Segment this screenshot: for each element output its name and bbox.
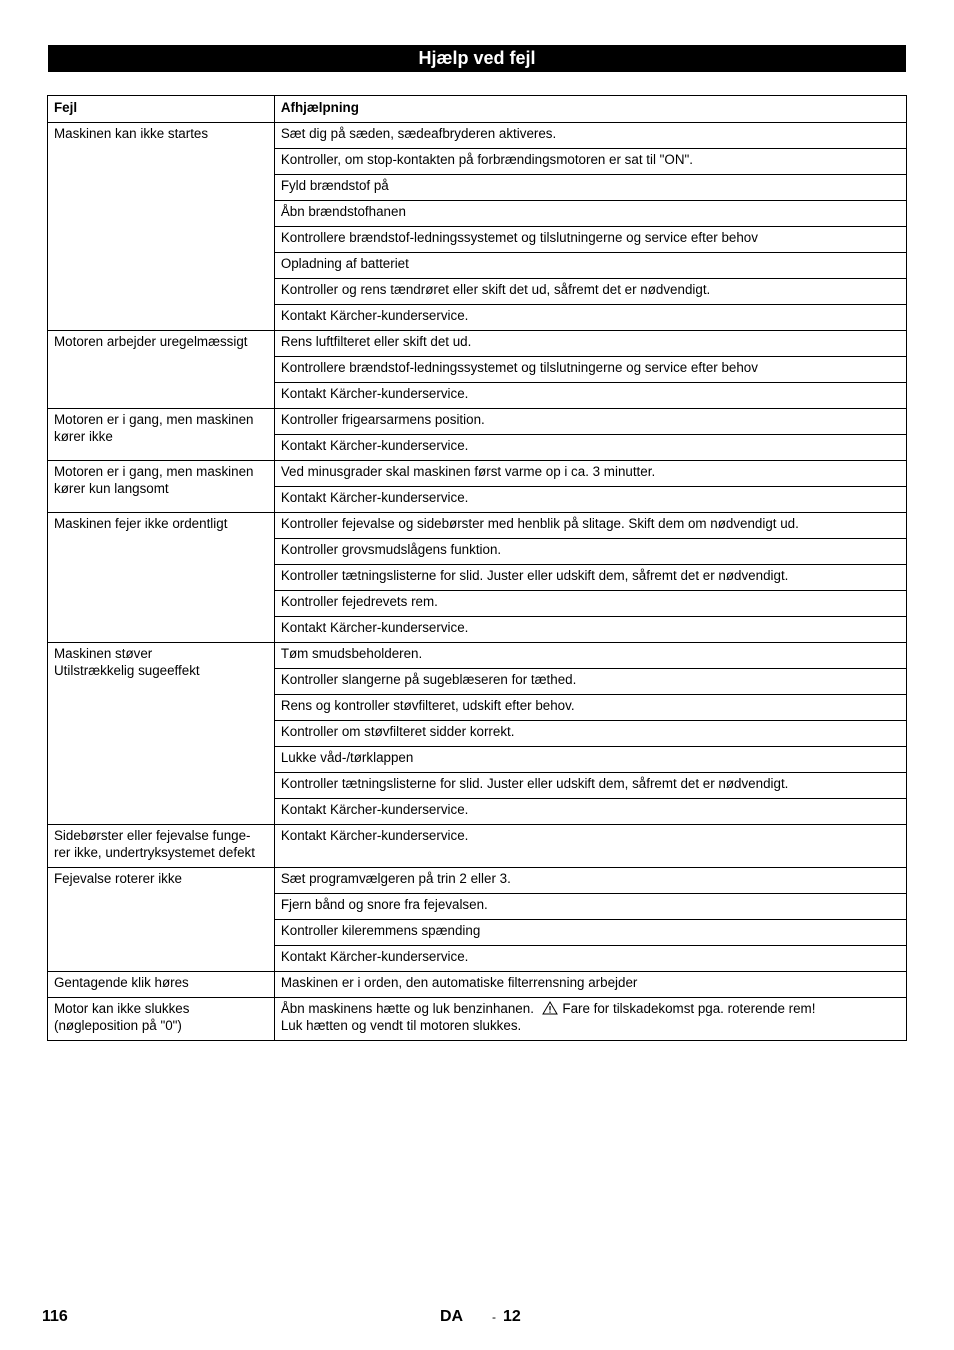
- remedy-cell: Fjern bånd og snore fra fejevalsen.: [274, 894, 906, 920]
- footer-dash: -: [492, 1310, 496, 1324]
- remedy-cell: Kontakt Kärcher-kunderservice.: [274, 825, 906, 868]
- table-row: [48, 331, 907, 357]
- fault-cell: [48, 998, 275, 1041]
- table-row: [48, 972, 907, 998]
- fault-line: rer ikke, undertryksystemet defekt: [54, 845, 255, 860]
- remedy-cell: Kontrollere brændstof-ledningssystemet og tilslutningerne og service efter behov: [274, 227, 906, 253]
- remedy-cell: Kontrollere brændstof-ledningssystemet og tilslutningerne og service efter behov: [274, 357, 906, 383]
- remedy-cell: Kontroller og rens tændrøret eller skift det ud, såfremt det er nødvendigt.: [274, 279, 906, 305]
- table-row: [48, 461, 907, 487]
- header-remedy: Afhjælpning: [274, 96, 906, 123]
- remedy-cell: Kontroller tætningslisterne for slid. Juster eller udskift dem, såfremt det er nødvendigt.: [274, 565, 906, 591]
- remedy-cell: Maskinen er i orden, den automatiske filterrensning arbejder: [274, 972, 906, 998]
- warning-triangle-icon: [542, 1001, 558, 1015]
- fault-line: Maskinen støver: [54, 646, 153, 661]
- remedy-cell: Åbn brændstofhanen: [274, 201, 906, 227]
- remedy-cell: Kontroller kileremmens spænding: [274, 920, 906, 946]
- fault-cell: Motoren arbejder uregelmæssigt: [48, 331, 275, 409]
- table-row: [48, 825, 907, 868]
- remedy-line: [281, 1000, 900, 1017]
- remedy-cell: Kontroller om støvfilteret sidder korrekt.: [274, 721, 906, 747]
- table-row: [48, 868, 907, 894]
- remedy-cell: Kontroller slangerne på sugeblæseren for tæthed.: [274, 669, 906, 695]
- remedy-cell: Kontakt Kärcher-kunderservice.: [274, 799, 906, 825]
- fault-cell: Maskinen fejer ikke ordentligt: [48, 513, 275, 643]
- warning-text: Fare for tilskadekomst pga. roterende rem!: [562, 1001, 816, 1016]
- remedy-cell: Kontakt Kärcher-kunderservice.: [274, 946, 906, 972]
- remedy-cell: Rens luftfilteret eller skift det ud.: [274, 331, 906, 357]
- remedy-cell: Kontroller fejedrevets rem.: [274, 591, 906, 617]
- fault-line: Motor kan ikke slukkes: [54, 1001, 190, 1016]
- fault-cell: [48, 825, 275, 868]
- remedy-cell: Kontroller grovsmudslågens funktion.: [274, 539, 906, 565]
- fault-line: Sidebørster eller fejevalse funge-: [54, 828, 251, 843]
- remedy-text: Åbn maskinens hætte og luk benzinhanen.: [280, 1001, 534, 1016]
- fault-cell: [48, 643, 275, 825]
- header-fault: Fejl: [48, 96, 275, 123]
- remedy-cell: Kontakt Kärcher-kunderservice.: [274, 487, 906, 513]
- remedy-cell: Sæt programvælgeren på trin 2 eller 3.: [274, 868, 906, 894]
- remedy-cell: Rens og kontroller støvfilteret, udskift efter behov.: [274, 695, 906, 721]
- remedy-cell: Kontakt Kärcher-kunderservice.: [274, 305, 906, 331]
- page-title: Hjælp ved fejl: [48, 45, 906, 72]
- fault-cell: Fejevalse roterer ikke: [48, 868, 275, 972]
- remedy-line: Luk hætten og vendt til motoren slukkes.: [280, 1018, 522, 1033]
- table-row: [48, 643, 907, 669]
- remedy-cell: Lukke våd-/tørklappen: [274, 747, 906, 773]
- fault-cell: Gentagende klik høres: [48, 972, 275, 998]
- remedy-cell: Kontroller fejevalse og sidebørster med henblik på slitage. Skift dem om nødvendigt ud.: [274, 513, 906, 539]
- remedy-cell: Kontroller tætningslisterne for slid. Juster eller udskift dem, såfremt det er nødvendigt.: [274, 773, 906, 799]
- remedy-cell: Kontakt Kärcher-kunderservice.: [274, 383, 906, 409]
- remedy-cell: Kontakt Kärcher-kunderservice.: [274, 435, 906, 461]
- table-header-row: [48, 96, 907, 123]
- page-number: 116: [42, 1308, 68, 1325]
- remedy-cell: Opladning af batteriet: [274, 253, 906, 279]
- language-code: DA: [440, 1308, 464, 1325]
- remedy-cell: Fyld brændstof på: [274, 175, 906, 201]
- fault-cell: Motoren er i gang, men maskinen kører ikke: [48, 409, 275, 461]
- table-row: [48, 409, 907, 435]
- section-page-number: 12: [503, 1308, 521, 1325]
- remedy-cell: Kontroller, om stop-kontakten på forbrændingsmotoren er sat til "ON".: [274, 149, 906, 175]
- table-row: [48, 513, 907, 539]
- remedy-cell: Ved minusgrader skal maskinen først varme op i ca. 3 minutter.: [274, 461, 906, 487]
- remedy-cell: Tøm smudsbeholderen.: [274, 643, 906, 669]
- fault-cell: Maskinen kan ikke startes: [48, 123, 275, 331]
- troubleshooting-table: [47, 95, 907, 1041]
- remedy-cell: [274, 998, 906, 1041]
- fault-line: Utilstrækkelig sugeeffekt: [54, 663, 200, 678]
- remedy-cell: Sæt dig på sæden, sædeafbryderen aktiveres.: [274, 123, 906, 149]
- remedy-cell: Kontakt Kärcher-kunderservice.: [274, 617, 906, 643]
- fault-line: (nøgleposition på "0"): [54, 1018, 182, 1033]
- table-row: [48, 123, 907, 149]
- fault-cell: Motoren er i gang, men maskinen kører kun langsomt: [48, 461, 275, 513]
- table-row: [48, 998, 907, 1041]
- remedy-cell: Kontroller frigearsarmens position.: [274, 409, 906, 435]
